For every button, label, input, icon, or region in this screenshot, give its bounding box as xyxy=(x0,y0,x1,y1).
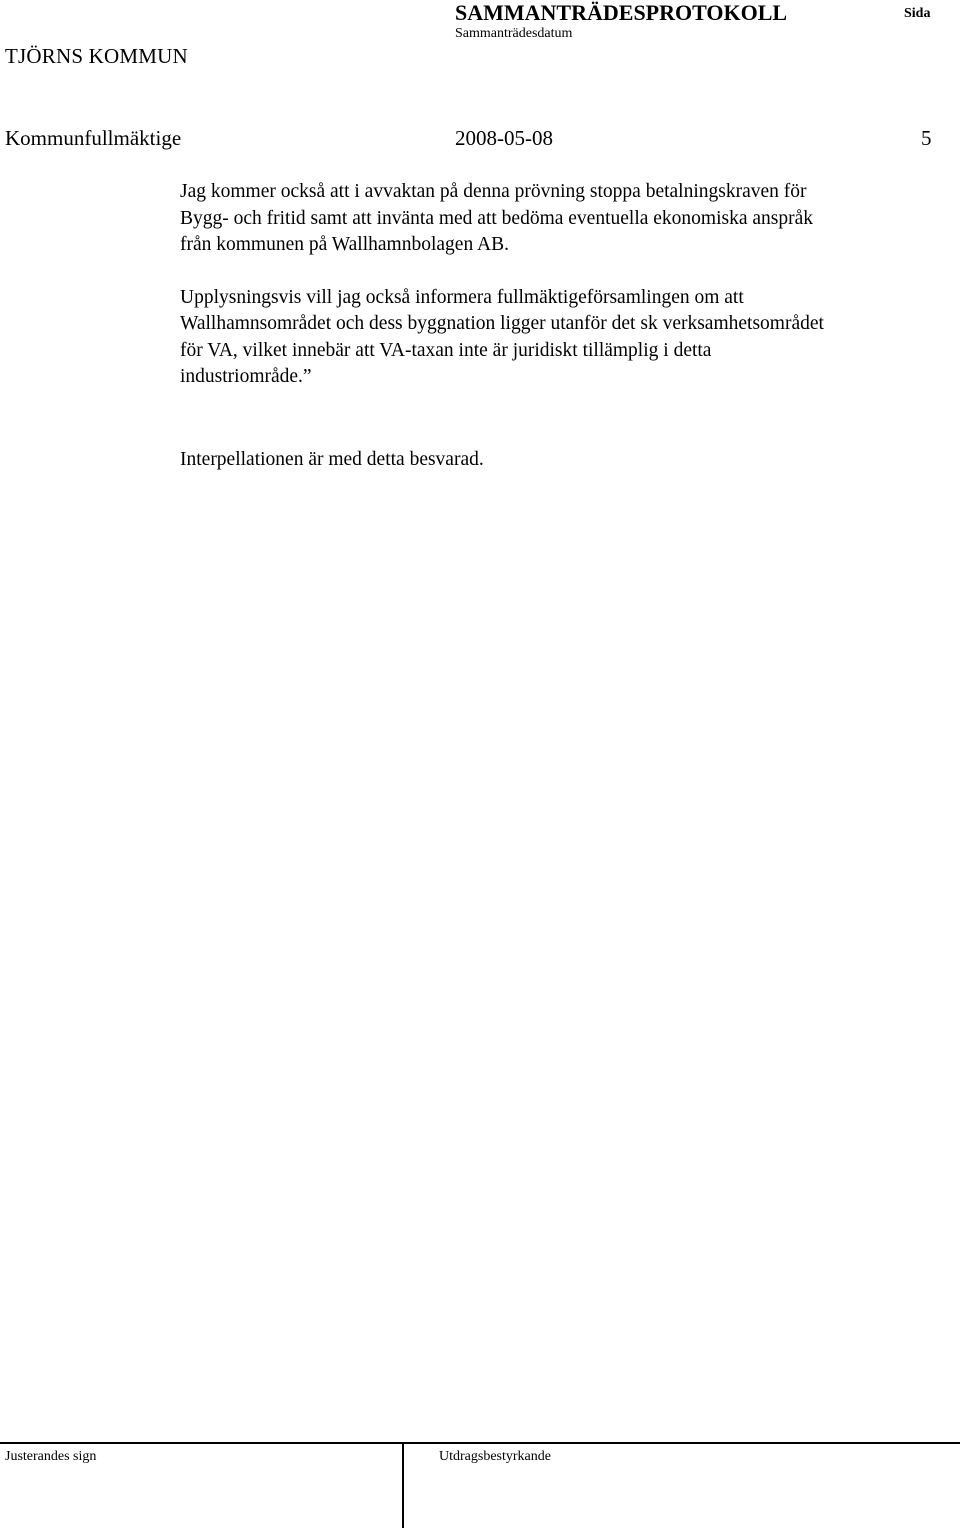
meeting-date: 2008-05-08 xyxy=(455,126,553,150)
certification-label: Utdragsbestyrkande xyxy=(439,1449,551,1464)
document-title: SAMMANTRÄDESPROTOKOLL xyxy=(455,0,788,25)
page-label: Sida xyxy=(904,6,931,21)
page-number: 5 xyxy=(921,126,932,150)
protocol-body xyxy=(180,179,956,473)
footer-divider xyxy=(0,1442,960,1444)
signature-label: Justerandes sign xyxy=(5,1449,97,1464)
meeting-date-label: Sammanträdesdatum xyxy=(455,26,573,41)
paragraph: Interpellationen är med detta besvarad. xyxy=(180,448,484,470)
footer-column-divider xyxy=(402,1442,404,1528)
paragraph: Upplysningsvis vill jag också informera fullmäktigeförsamlingen om att Wallhamnsområdet och dess byggnation ligger utanför det sk verksamhetsområdet för VA, vilket innebär att VA-taxan inte är juridiskt tillämplig i detta industriområde.” xyxy=(180,286,824,387)
paragraph: Jag kommer också att i avvaktan på denna prövning stoppa betalningskraven för Bygg- och fritid samt att invänta med att bedöma eventuella ekonomiska anspråk från kommunen på Wallhamnbolagen AB. xyxy=(180,181,814,255)
governing-body: Kommunfullmäktige xyxy=(5,126,182,150)
organization-name: TJÖRNS KOMMUN xyxy=(5,44,188,68)
